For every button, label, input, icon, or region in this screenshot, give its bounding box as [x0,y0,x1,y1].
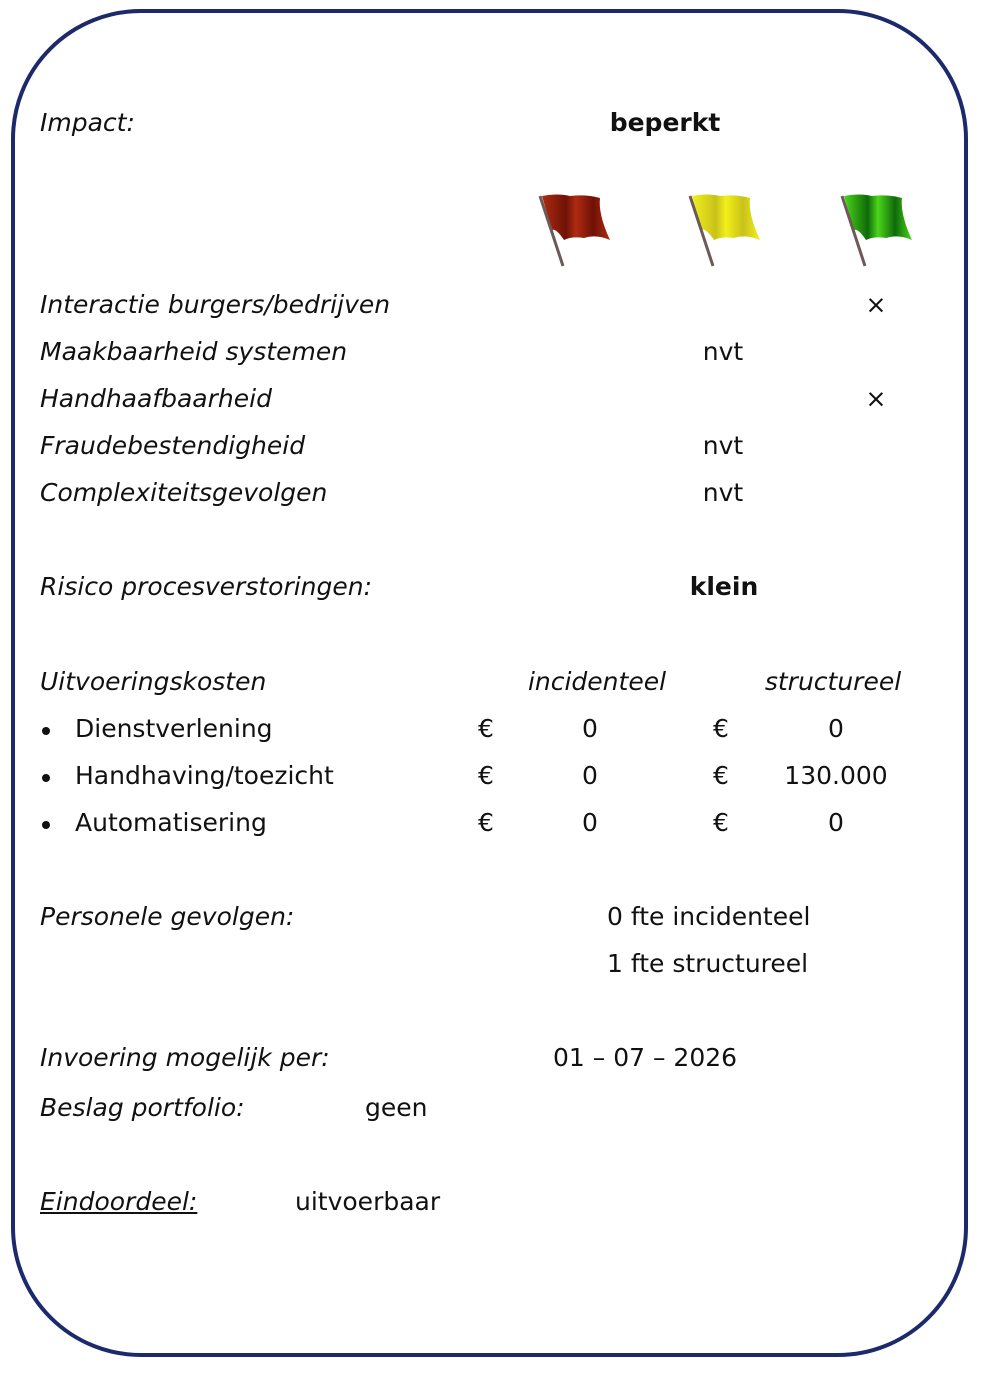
costs-label: Uitvoeringskosten [40,667,267,696]
costs-structural-header: structureel [764,667,902,696]
currency-symbol: € [713,808,729,837]
criterion-label: Handhaafbaarheid [40,384,272,413]
cost-structural: 0 [828,714,844,743]
cost-structural: 130.000 [784,761,888,790]
criterion-mark: × [865,384,887,413]
impact-label: Impact: [40,108,135,137]
currency-symbol: € [713,714,729,743]
impact-value: beperkt [609,108,721,137]
personnel-label: Personele gevolgen: [40,902,295,931]
yellow-flag-icon [688,190,768,270]
criterion-mark: × [865,290,887,319]
risk-value: klein [689,572,759,601]
currency-symbol: € [478,808,494,837]
cost-bullet [42,774,50,782]
criterion-mark: nvt [702,431,744,460]
cost-label: Dienstverlening [75,714,273,743]
personnel-structural: 1 fte structureel [607,949,809,978]
costs-incidental-header: incidenteel [527,667,667,696]
cost-bullet [42,821,50,829]
verdict-label: Eindoordeel: [40,1187,198,1216]
cost-incidental: 0 [582,714,598,743]
cost-incidental: 0 [582,808,598,837]
criterion-label: Interactie burgers/bedrijven [40,290,391,319]
cost-bullet [42,727,50,735]
portfolio-label: Beslag portfolio: [40,1093,245,1122]
criterion-label: Complexiteitsgevolgen [40,478,328,507]
criterion-label: Maakbaarheid systemen [40,337,348,366]
portfolio-value: geen [365,1093,428,1122]
currency-symbol: € [713,761,729,790]
cost-label: Automatisering [75,808,267,837]
cost-structural: 0 [828,808,844,837]
currency-symbol: € [478,714,494,743]
criterion-mark: nvt [702,478,744,507]
currency-symbol: € [478,761,494,790]
green-flag-icon [840,190,920,270]
cost-label: Handhaving/toezicht [75,761,334,790]
introduction-date: 01 – 07 – 2026 [553,1043,738,1072]
red-flag-icon [538,190,618,270]
cost-incidental: 0 [582,761,598,790]
risk-label: Risico procesverstoringen: [40,572,373,601]
criterion-label: Fraudebestendigheid [40,431,306,460]
introduction-label: Invoering mogelijk per: [40,1043,330,1072]
criterion-mark: nvt [702,337,744,366]
verdict-value: uitvoerbaar [295,1187,441,1216]
personnel-incidental: 0 fte incidenteel [607,902,811,931]
